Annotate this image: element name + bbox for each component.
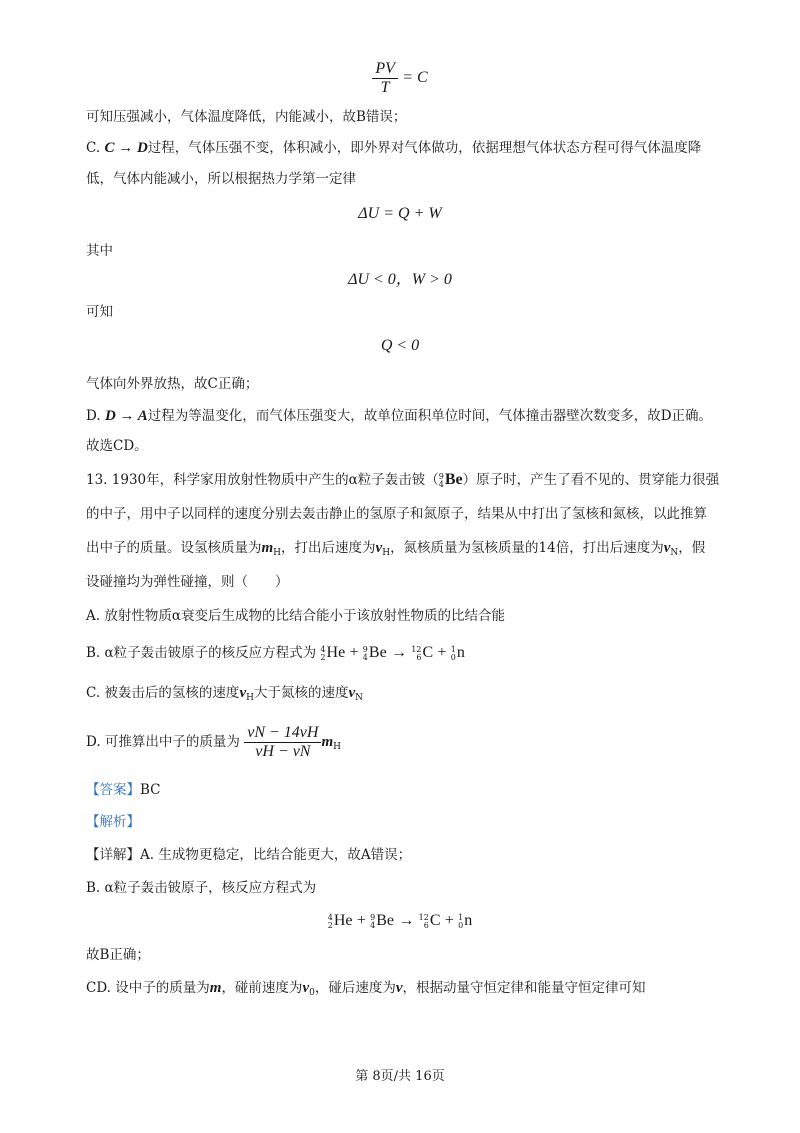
page-footer: 第 8页/共 16页 — [355, 1069, 445, 1084]
be-isotope-numbers: 9 4 — [438, 471, 444, 489]
q13-line3: 出中子的质量。设氢核质量为$m_H$，打出后速度为$v_H$，氮核质量为氢核质量的14倍，打出后速度为$v_N$，假 — [86, 540, 706, 558]
formula-ideal-gas — [0, 60, 800, 97]
where-label: 其中 — [86, 243, 113, 259]
b-correct: 故B正确； — [86, 947, 150, 963]
process-d-a: D → A — [104, 408, 148, 424]
know-label: 可知 — [86, 304, 113, 320]
q13-option-a: A. 放射性物质α衰变后生成物的比结合能小于该放射性物质的比结合能 — [86, 608, 505, 624]
answer-tag: 【答案】 — [86, 782, 140, 798]
q13-option-b: B. α粒子轰击铍原子的核反应方程式为 4 2 He + 9 4 Be → 12 6 C + 1 0 n — [86, 644, 465, 662]
b-line: B. α粒子轰击铍原子，核反应方程式为 — [86, 880, 317, 896]
answer-line — [86, 781, 161, 799]
reaction-equation: 4 2 He + 9 4 Be → 12 6 C + 1 0 n — [327, 912, 473, 930]
option-d-line: D. D → A过程为等温变化，而气体压强变大，故单位面积单位时间，气体撞击器壁次数变多，故D正确。 — [86, 408, 713, 424]
q13-option-d: D. 可推算出中子的质量为 $\frac{vN - 14vH}{vH - vN}$ $m_H$ — [86, 724, 341, 760]
formula-conditions: ΔU < 0，W > 0 — [348, 271, 452, 288]
answer-value: BC — [140, 782, 161, 798]
analysis-tag: 【解析】 — [86, 814, 140, 830]
cd-line: CD. 设中子的质量为m，碰前速度为$v_0$，碰后速度为v，根据动量守恒定律和能量守恒定律可知 — [86, 980, 646, 998]
neutron-mass-fraction: $\frac{vN - 14vH}{vH - vN}$ — [244, 724, 321, 761]
line-b-conclusion: 可知压强减小，气体温度降低，内能减小，故B错误； — [86, 109, 407, 125]
detail-tag: 【详解】 — [86, 847, 140, 863]
formula-numerator: PV — [372, 60, 398, 79]
formula-q: Q < 0 — [380, 337, 420, 354]
heat-release-line: 气体向外界放热，故C正确； — [86, 376, 259, 392]
formula-denominator: T — [380, 79, 390, 96]
formula-first-law: ΔU = Q + W — [358, 205, 442, 222]
option-c-line1: C. C → D过程，气体压强不变，体积减小，即外界对气体做功，依据理想气体状态方程可得气体温度降 — [86, 140, 702, 156]
q13-line1: 13. 1930年，科学家用放射性物质中产生的α粒子轰击铍（ 9 4 Be）原子时，产生了看不见的、贯穿能力很强 — [86, 471, 720, 489]
q13-line4: 设碰撞均为弹性碰撞，则（ ） — [86, 574, 289, 590]
formula-rhs: = C — [402, 69, 428, 86]
q13-option-c: C. 被轰击后的氢核的速度$v_H$大于氮核的速度$v_N$ — [86, 685, 364, 703]
option-c-line2: 低，气体内能减小，所以根据热力学第一定律 — [86, 171, 356, 187]
process-c-d: C → D — [104, 140, 148, 156]
choose-answer: 故选CD。 — [86, 438, 148, 454]
detail-line: 【详解】A. 生成物更稳定，比结合能更大，故A错误； — [86, 847, 412, 863]
q13-line2: 的中子，用中子以同样的速度分别去轰击静止的氢原子和氮原子，结果从中打出了氢核和氮核，以此推算 — [86, 506, 707, 522]
